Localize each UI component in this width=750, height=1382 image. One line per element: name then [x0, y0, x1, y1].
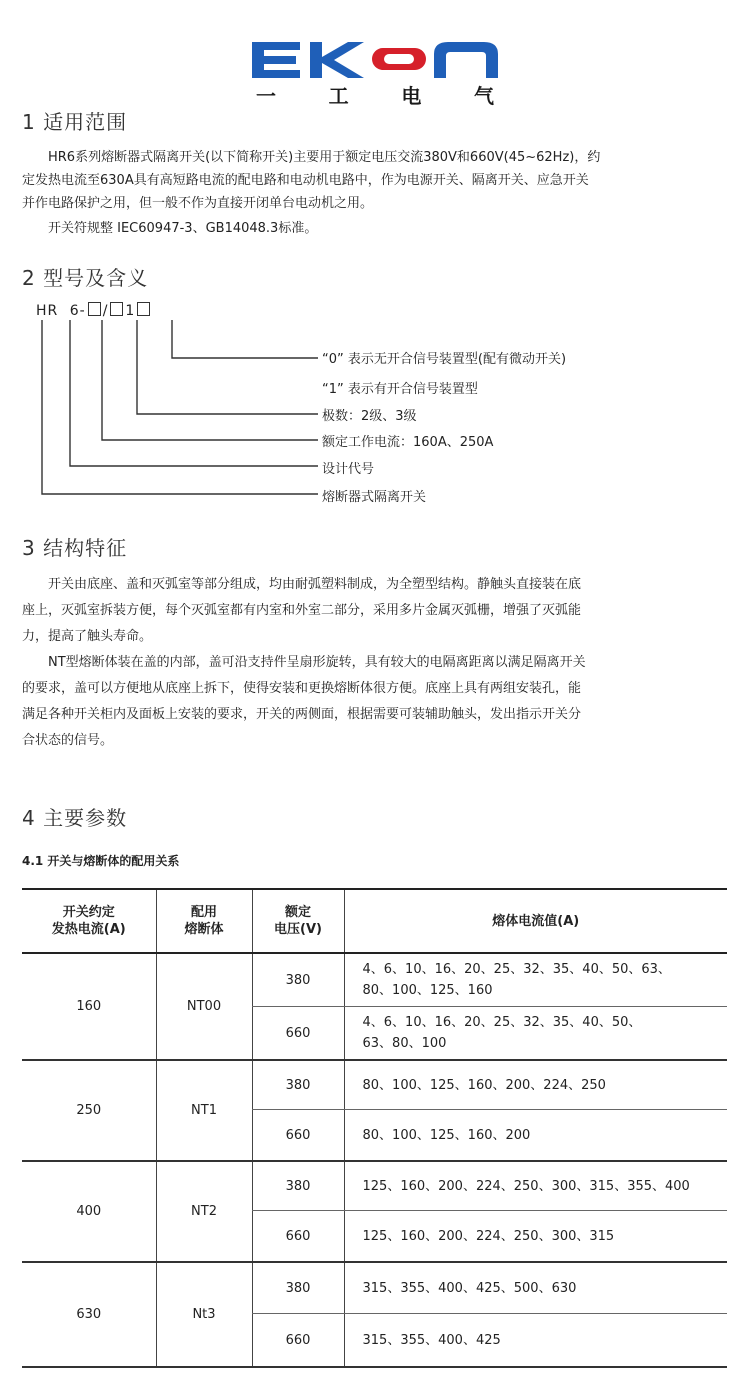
- section-4-subheading: 4.1 开关与熔断体的配用关系: [22, 854, 180, 868]
- fuse-current-values-cell: [344, 1060, 727, 1110]
- paragraph-line: 定发热电流至630A具有高短路电流的配电路和电动机电路中，作为电源开关、隔离开关、应急开关: [22, 173, 589, 188]
- definition-line: “0” 表示无开合信号装置型(配有微动开关): [322, 352, 567, 367]
- paragraph-line: 满足各种开关柜内及面板上安装的要求，开关的两侧面，根据需要可装辅助触头，发出指示开关分: [22, 707, 582, 722]
- model-definitions: [322, 348, 722, 508]
- section-1-body: [22, 146, 732, 240]
- logo-char: 电: [401, 84, 424, 108]
- fuse-current-values-cell: [344, 1314, 727, 1368]
- voltage-cell: 380: [252, 1262, 344, 1314]
- placeholder-box: [137, 302, 150, 316]
- voltage-cell: 660: [252, 1110, 344, 1162]
- voltage-cell: 380: [252, 1060, 344, 1110]
- table-row: [22, 1262, 727, 1314]
- definition-line: 熔断器式隔离开关: [322, 490, 427, 505]
- voltage-cell: 660: [252, 1211, 344, 1263]
- fuse-current-values-cell: [344, 1211, 727, 1263]
- rating-cell: 160: [22, 953, 156, 1060]
- table-row: [22, 1161, 727, 1211]
- table-row: [22, 1060, 727, 1110]
- model-dash: -: [79, 303, 86, 319]
- voltage-cell: 660: [252, 1007, 344, 1061]
- section-2-heading: 2 型号及含义: [22, 266, 149, 290]
- header-fuse: 配用 熔断体: [156, 889, 252, 953]
- fuse-type-cell: Nt3: [156, 1262, 252, 1367]
- values-line: 125、160、200、224、250、300、315、355、400: [362, 1178, 690, 1194]
- paragraph-line: 开关符规整 IEC60947-3、GB14048.3标准。: [48, 221, 318, 236]
- section-3-body: [22, 572, 732, 754]
- header-fuse-current: 熔体电流值(A): [344, 889, 727, 953]
- model-code: [36, 302, 152, 319]
- fuse-spec-table: [22, 888, 727, 1368]
- model-hr: HR: [36, 303, 59, 319]
- paragraph-line: 力，提高了触头寿命。: [22, 629, 153, 644]
- values-line: 125、160、200、224、250、300、315: [362, 1228, 615, 1244]
- values-line: 315、355、400、425、500、630: [362, 1280, 577, 1296]
- paragraph-line: HR6系列熔断器式隔离开关(以下简称开关)主要用于额定电压交流380V和660V(45~62Hz)，约: [48, 150, 601, 165]
- fuse-type-cell: NT2: [156, 1161, 252, 1262]
- section-1-heading: 1 适用范围: [22, 110, 128, 134]
- rating-cell: 630: [22, 1262, 156, 1367]
- values-line: 63、80、100: [362, 1036, 447, 1051]
- fuse-current-values-cell: [344, 953, 727, 1007]
- fuse-current-values-cell: [344, 1262, 727, 1314]
- logo-char: 一: [256, 84, 278, 108]
- rating-cell: 400: [22, 1161, 156, 1262]
- definition-line: “1” 表示有开合信号装置型: [322, 382, 478, 397]
- table-row: [22, 953, 727, 1007]
- ekon-logo: [252, 40, 498, 80]
- paragraph-line: 并作电路保护之用，但一般不作为直接开闭单台电动机之用。: [22, 196, 374, 211]
- logo-char: 气: [473, 84, 496, 108]
- paragraph-line: 座上，灭弧室拆装方便，每个灭弧室都有内室和外室二部分，采用多片金属灭弧栅，增强了灭弧能: [22, 603, 582, 618]
- fuse-current-values-cell: [344, 1161, 727, 1211]
- values-line: 4、6、10、16、20、25、32、35、40、50、63、: [362, 962, 671, 977]
- model-slash: /: [102, 303, 109, 319]
- values-line: 80、100、125、160、200、224、250: [362, 1077, 606, 1093]
- logo-subtitle: [256, 80, 496, 109]
- table-body: [22, 953, 727, 1367]
- values-line: 4、6、10、16、20、25、32、35、40、50、: [362, 1015, 642, 1030]
- logo-char: 工: [328, 84, 351, 108]
- fuse-current-values-cell: [344, 1110, 727, 1162]
- table-header-row: [22, 889, 727, 953]
- voltage-cell: 380: [252, 1161, 344, 1211]
- paragraph-line: NT型熔断体装在盖的内部，盖可沿支持件呈扇形旋转，具有较大的电隔离距离以满足隔离开关: [48, 655, 586, 670]
- header-rating: 开关约定 发热电流(A): [22, 889, 156, 953]
- values-line: 315、355、400、425: [362, 1332, 501, 1348]
- fuse-current-values-cell: [344, 1007, 727, 1061]
- fuse-type-cell: NT00: [156, 953, 252, 1060]
- model-6: 6: [69, 303, 80, 319]
- values-line: 80、100、125、160: [362, 983, 493, 998]
- placeholder-box: [88, 302, 101, 316]
- fuse-type-cell: NT1: [156, 1060, 252, 1161]
- values-line: 80、100、125、160、200: [362, 1127, 531, 1143]
- definition-line: 极数：2级、3级: [322, 409, 417, 424]
- definition-line: 额定工作电流：160A、250A: [322, 435, 494, 450]
- section-3-heading: 3 结构特征: [22, 536, 128, 560]
- paragraph-line: 开关由底座、盖和灭弧室等部分组成，均由耐弧塑料制成，为全塑型结构。静触头直接装在底: [48, 577, 582, 592]
- header-voltage: 额定 电压(V): [252, 889, 344, 953]
- section-4-heading: 4 主要参数: [22, 806, 128, 830]
- model-1: 1: [125, 303, 136, 319]
- voltage-cell: 660: [252, 1314, 344, 1368]
- definition-line: 设计代号: [322, 462, 375, 477]
- paragraph-line: 的要求，盖可以方便地从底座上拆下，使得安装和更换熔断体很方便。底座上具有两组安装孔，能: [22, 681, 582, 696]
- rating-cell: 250: [22, 1060, 156, 1161]
- placeholder-box: [110, 302, 123, 316]
- voltage-cell: 380: [252, 953, 344, 1007]
- paragraph-line: 合状态的信号。: [22, 733, 114, 748]
- model-diagram-lines: [0, 318, 330, 504]
